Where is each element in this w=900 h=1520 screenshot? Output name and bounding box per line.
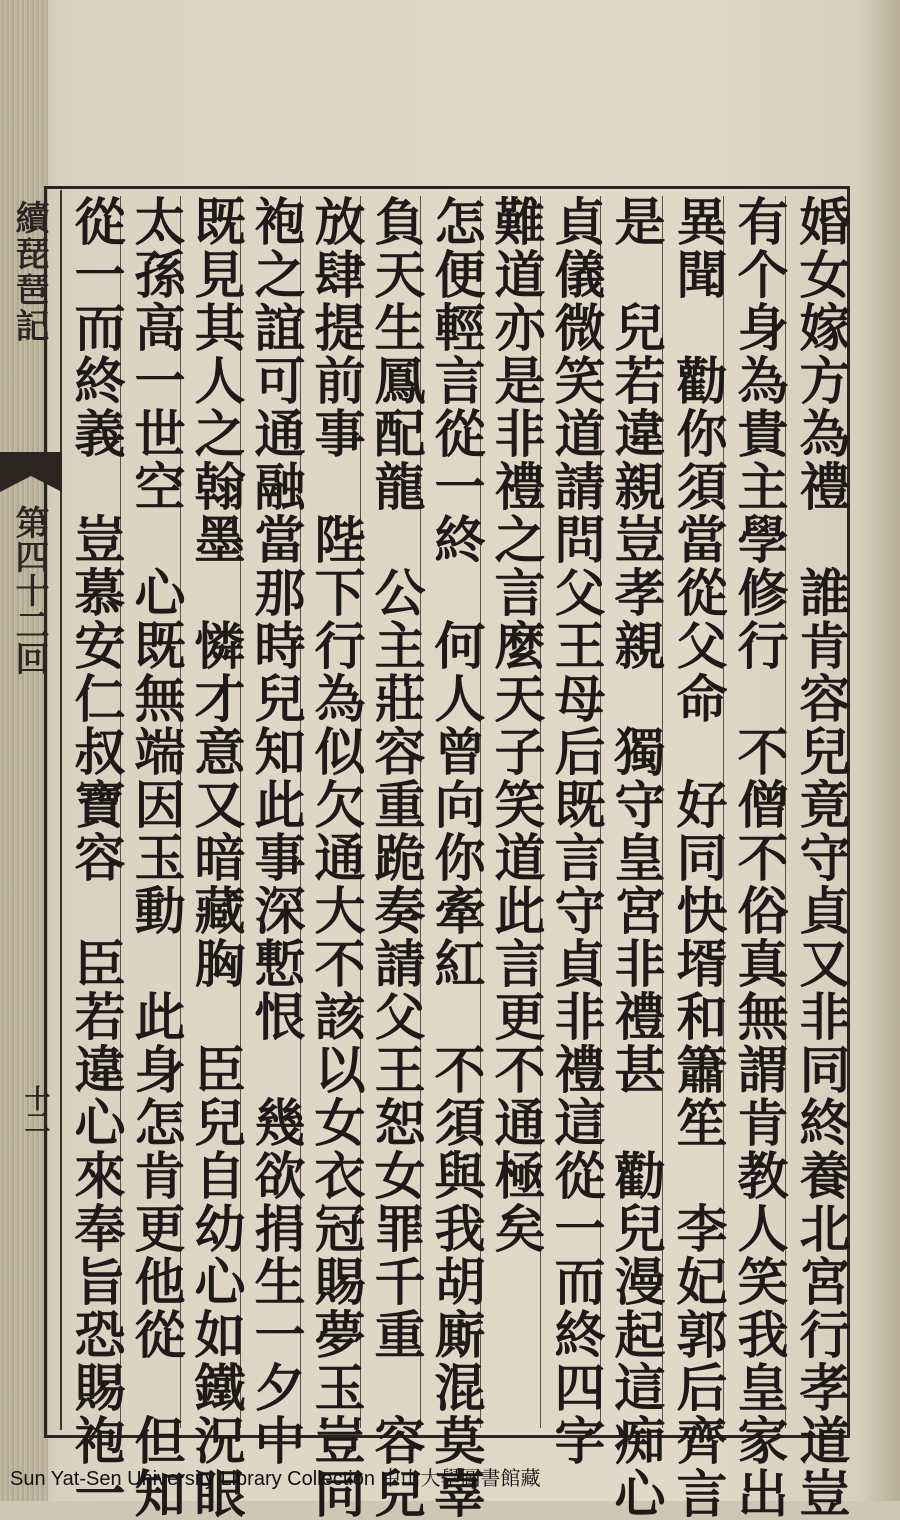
banxin-page-number: 十二 (20, 1085, 50, 1133)
text-column-10: 袍之誼可通融當那時兒知此事深慙恨 幾欲捐生一夕中 (245, 195, 305, 1467)
banxin-chapter: 第四十二回 (9, 505, 49, 675)
text-column-12: 太孫高一世空 心既無端因玉動 此身怎肯更他從 但知 (125, 195, 185, 1520)
text-column-5: 貞儀微笑道請問父王母后既言守貞非禮這從一而終四字 (545, 195, 605, 1467)
text-column-13: 從一而終義 豈慕安仁叔寶容 臣若違心來奉旨恐賜袍一 (65, 195, 125, 1520)
text-column-2: 有个身為貴主學修行 不僧不俗真無謂肯教人笑我皇家出 (728, 195, 788, 1520)
text-column-4: 是 兒若違親豈孝親 獨守皇宮非禮甚 勸兒漫起這痴心 (605, 195, 665, 1520)
collection-caption: Sun Yat-Sen University Library Collection 中山大學圖書館藏 (10, 1468, 541, 1490)
text-column-8: 負天生鳳配龍 公主莊容重跪奏請父王恕女罪千重 容兒 (365, 195, 425, 1520)
text-column-9: 放肆提前事 陛下行為似欠通大不該以女衣冠賜夢玉豈同 (305, 195, 365, 1520)
text-column-6: 難道亦是非禮之言麼天子笑道此言更不通極矣 (485, 195, 545, 1255)
banxin-title: 續琵琶記 (9, 200, 49, 344)
text-column-11: 既見其人之翰墨 憐才意又暗藏胸 臣兒自幼心如鐵況眼 (185, 195, 245, 1520)
text-column-1: 婚女嫁方為禮 誰肯容兒竟守貞又非同終養北宮行孝道豈 (790, 195, 850, 1520)
banxin-margin (8, 190, 62, 1430)
text-column-7: 怎便輕言從一終 何人曾向你牽紅 不須與我胡廝混莫辜 (425, 195, 485, 1520)
text-column-3: 異聞 勸你須當從父命 好同快壻和簫笙 李妃郭后齊言 (667, 195, 727, 1520)
